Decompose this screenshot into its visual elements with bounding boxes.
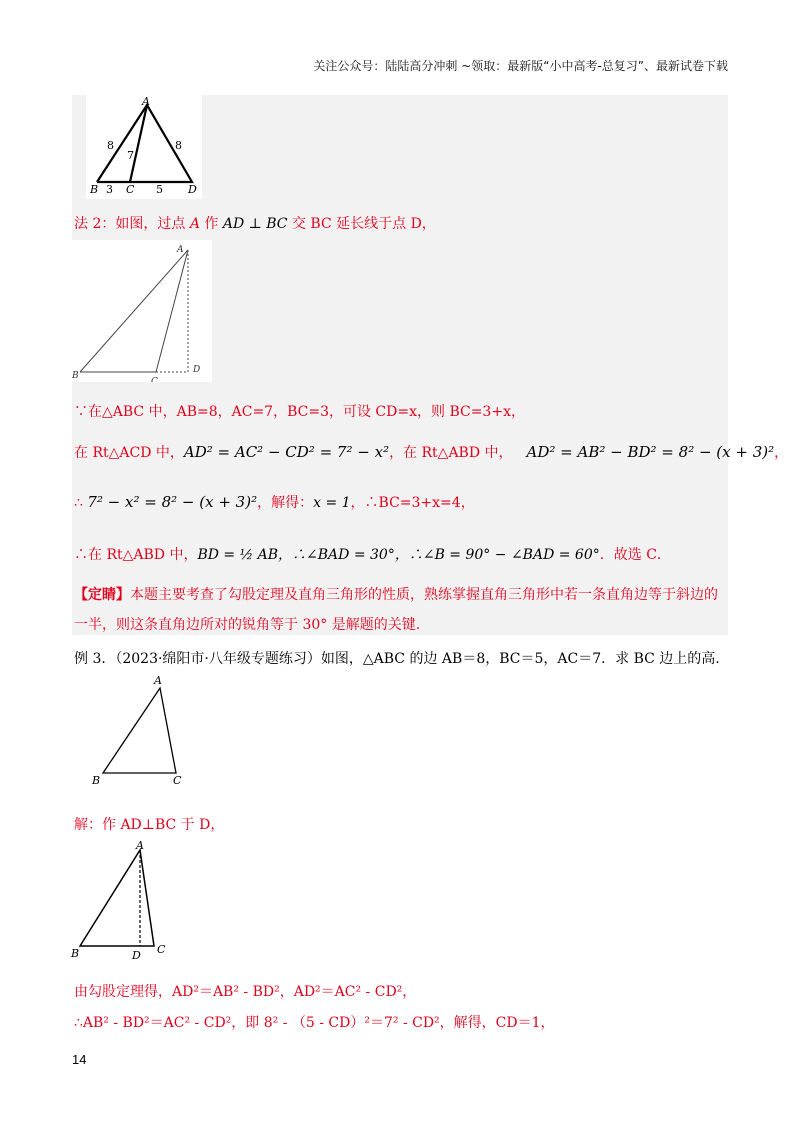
label-A: A <box>136 839 144 852</box>
label-C: C <box>151 377 158 382</box>
method2-lead: 法 2：如图，过点 <box>74 216 190 232</box>
figure-triangle-abc <box>88 672 198 787</box>
length-cd: 5 <box>156 183 163 196</box>
step-4 <box>74 544 671 564</box>
step-3-a: ∴ <box>74 495 88 511</box>
label-C: C <box>157 943 166 956</box>
label-D: D <box>132 949 141 961</box>
step-2-c: ，在 Rt△ABD 中， <box>389 445 513 461</box>
step-2-e: ， <box>774 445 789 461</box>
example-3: 例 3．（2023·绵阳市·八年级专题练习）如图，△ABC 的边 AB＝8，BC＝5，AC＝7．求 BC 边上的高. <box>74 651 720 667</box>
step-2 <box>74 442 788 462</box>
page-header: 关注公众号：陆陆高分冲刺 ~领取：最新版“小中高考-总复习”、最新试卷下载 <box>313 59 728 73</box>
equation-ad-abd: AD² = AB² − BD² = 8² − (x + 3)² <box>526 443 775 461</box>
figure-triangle-abd <box>86 95 202 199</box>
figure-4-svg <box>66 836 176 961</box>
label-A: A <box>177 245 184 255</box>
step-1: ∵在△ABC 中，AB=8，AC=7，BC=3，可设 CD=x，则 BC=3+x， <box>74 404 525 420</box>
length-bc: 3 <box>106 183 113 196</box>
equation-combined: 7² − x² = 8² − (x + 3)² <box>87 493 258 511</box>
label-A: A <box>154 674 162 687</box>
step-3-c: ，解得： <box>257 495 314 511</box>
step-3-e: ，∴BC=3+x=4， <box>350 495 475 511</box>
perp-expression: AD ⊥ BC <box>222 216 288 232</box>
figure-3-svg <box>88 672 198 787</box>
solution-line-3: ∴AB² - BD²＝AC² - CD²，即 8² - （5 - CD）²＝7² - CD²，解得，CD＝1， <box>74 1015 555 1031</box>
equation-bd-half-ab: BD = ½ AB <box>197 547 279 563</box>
step-3 <box>74 492 475 512</box>
point-a: A <box>189 216 200 232</box>
label-C: C <box>126 183 135 196</box>
length-ab: 8 <box>107 139 114 152</box>
label-B: B <box>72 371 79 381</box>
label-D: D <box>193 365 201 375</box>
step-4-a: ∴在 Rt△ABD 中， <box>74 547 198 563</box>
length-ad: 8 <box>175 139 182 152</box>
figure-triangle-with-altitude <box>66 836 176 961</box>
step-2-a: 在 Rt△ACD 中， <box>74 445 184 461</box>
label-B: B <box>71 947 80 960</box>
solution-line-1: 解：作 AD⊥BC 于 D， <box>74 817 225 833</box>
angle-bad: ，∴∠BAD = 30° <box>278 547 395 563</box>
page-number: 14 <box>72 1052 87 1067</box>
step-4-e: ．故选 C． <box>599 547 671 563</box>
length-ac: 7 <box>127 149 134 162</box>
label-B: B <box>92 774 101 787</box>
keypoint-line-2: 一半，则这条直角边所对的锐角等于 30° 是解题的关键. <box>74 617 421 633</box>
equation-ad-acd: AD² = AC² − CD² = 7² − x² <box>183 443 390 461</box>
solution-x: x = 1 <box>313 495 351 511</box>
solution-line-2: 由勾股定理得，AD²＝AB² - BD²，AD²＝AC² - CD²， <box>74 984 417 1000</box>
figure-2-svg <box>72 240 212 382</box>
label-C: C <box>173 774 182 787</box>
label-A: A <box>142 95 150 108</box>
method2-tail: 交 BC 延长线于点 D， <box>287 216 436 232</box>
label-D: D <box>188 183 197 196</box>
keypoint-tag: 【定睛】 <box>74 587 130 603</box>
angle-b: ，∴∠B = 90° − ∠BAD = 60° <box>394 547 600 563</box>
keypoint-line-1 <box>74 584 718 604</box>
method2-zuo: 作 <box>199 216 223 232</box>
figure-extended-triangle <box>72 240 212 382</box>
keypoint-text-1: 本题主要考查了勾股定理及直角三角形的性质，熟练掌握直角三角形中若一条直角边等于斜边的 <box>130 587 718 603</box>
method2-line <box>74 213 436 233</box>
figure-1-svg <box>86 95 202 199</box>
label-B: B <box>90 183 99 196</box>
